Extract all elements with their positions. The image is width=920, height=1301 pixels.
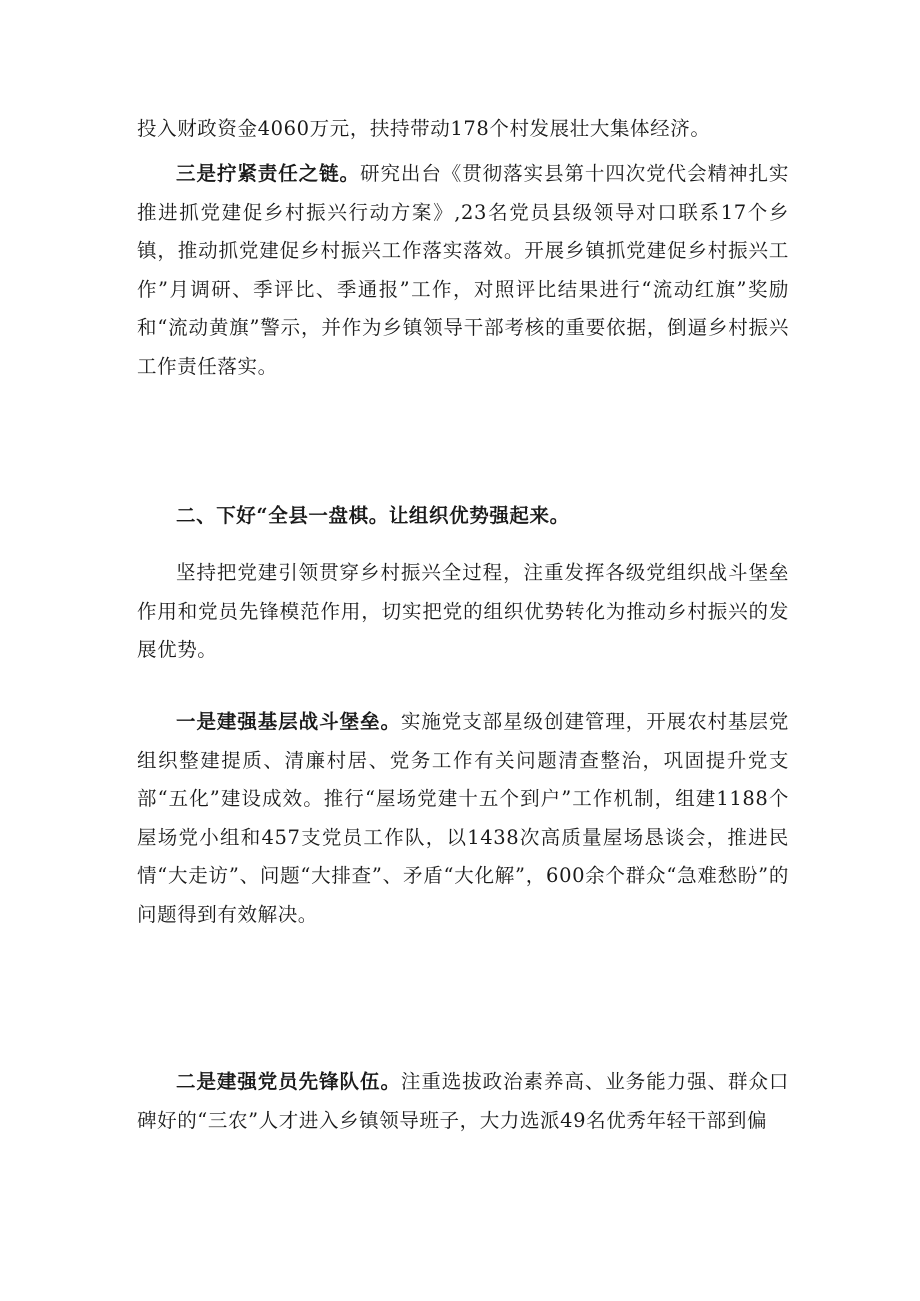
paragraph-5	[137, 703, 789, 934]
paragraph-6-lead: 二是建强党员先锋队伍。	[176, 1070, 401, 1093]
paragraph-5-text: 实施党支部星级创建管理，开展农村基层党组织整建提质、清廉村居、党务工作有关问题清查整治，巩固提升党支部“五化”建设成效。推行“屋场党建十五个到户”工作机制，组建1188个屋场党小组和457支党员工作队，以1438次高质量屋场恳谈会，推进民情“大走访”、问题“大排查”、矛盾“大化解”，600余个群众“急难愁盼”的问题得到有效解决。	[137, 710, 789, 926]
section-heading	[137, 497, 789, 536]
paragraph-1	[137, 110, 789, 149]
paragraph-6-text: 注重选拔政治素养高、业务能力强、群众口碑好的“三农”人才进入乡镇领导班子，大力选派49名优秀年轻干部到偏	[137, 1070, 789, 1132]
section-heading-text: 二、下好“全县一盘棋。让组织优势强起来。	[176, 504, 570, 527]
paragraph-2-text: 研究出台《贯彻落实县第十四次党代会精神扎实推进抓党建促乡村振兴行动方案》,23名党员县级领导对口联系17个乡镇，推动抓党建促乡村振兴工作落实落效。开展乡镇抓党建促乡村振兴工作”月调研、季评比、季通报”工作，对照评比结果进行“流动红旗”奖励和“流动黄旗”警示，并作为乡镇领导干部考核的重要依据，倒逼乡村振兴工作责任落实。	[137, 162, 789, 378]
paragraph-2-lead: 三是拧紧责任之链。	[176, 162, 360, 185]
paragraph-6	[137, 1063, 789, 1140]
paragraph-2	[137, 155, 789, 386]
paragraph-4	[137, 554, 789, 670]
paragraph-5-lead: 一是建强基层战斗堡垒。	[176, 710, 401, 733]
paragraph-4-text: 坚持把党建引领贯穿乡村振兴全过程，注重发挥各级党组织战斗堡垒作用和党员先锋模范作用，切实把党的组织优势转化为推动乡村振兴的发展优势。	[137, 561, 789, 661]
paragraph-1-text: 投入财政资金4060万元，扶持带动178个村发展壮大集体经济。	[137, 117, 711, 140]
